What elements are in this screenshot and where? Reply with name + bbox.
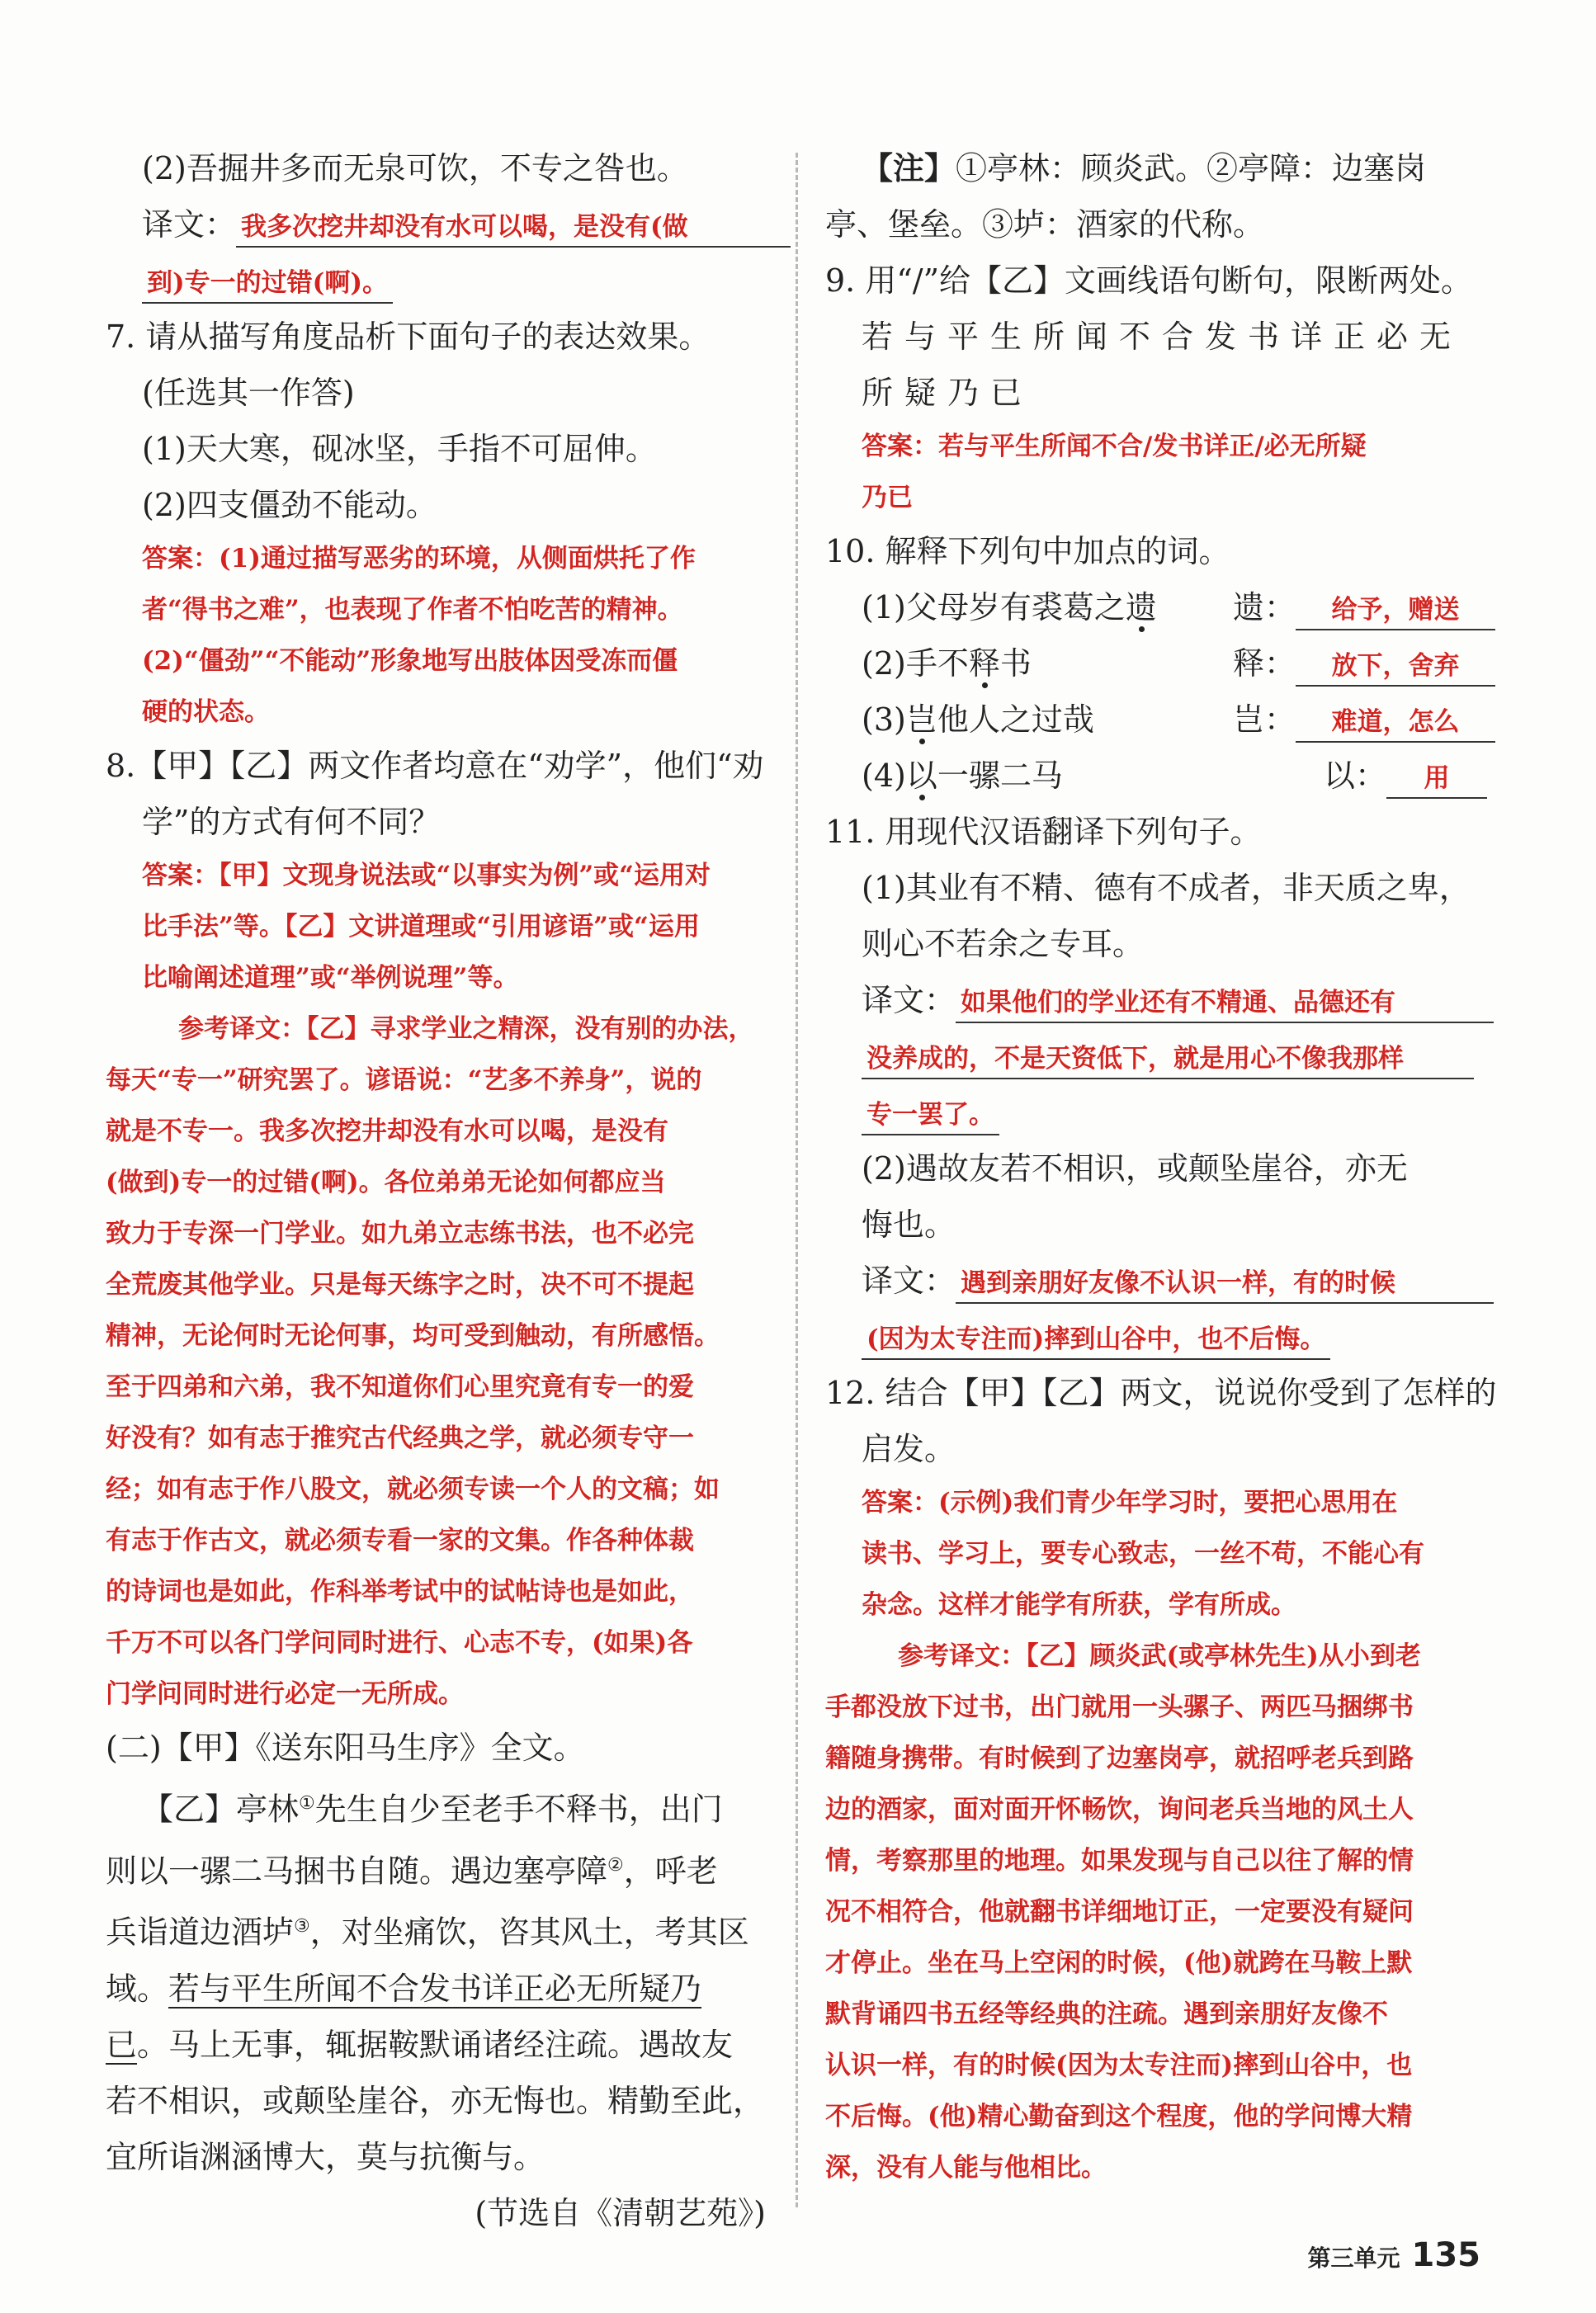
q10-word: 遗： bbox=[1233, 589, 1296, 625]
answer-label: 答案： bbox=[862, 432, 938, 461]
q6-translation bbox=[106, 196, 766, 253]
reference-label: 参考译文： bbox=[178, 1014, 306, 1044]
q12-title-1: 12. 结合【甲】【乙】两文，说说你受到了怎样的 bbox=[825, 1375, 1497, 1411]
q12-reference-line-4: 情，考察那里的地理。如果发现与自己以往了解的情 bbox=[825, 1846, 1414, 1876]
q10-item-2 bbox=[825, 635, 1494, 692]
q11-answer-2-2: (因为太专注而)摔到山谷中，也不后悔。 bbox=[862, 1320, 1330, 1360]
translation-label: 译文： bbox=[862, 982, 956, 1018]
answer-label: 答案： bbox=[142, 861, 219, 890]
answer-label: 答案： bbox=[862, 1488, 938, 1518]
column-divider bbox=[796, 153, 798, 2207]
q10-item-3 bbox=[825, 692, 1494, 748]
passage-yi-line-7: 宜所诣渊涵博大，莫与抗衡与。 bbox=[106, 2138, 545, 2175]
q12-reference-line-2: 籍随身携带。有时候到了边塞岗亭，就招呼老兵到路 bbox=[825, 1744, 1414, 1773]
dotted-word: 岂 bbox=[905, 701, 937, 738]
q11-translation-2-line-2 bbox=[825, 1309, 1494, 1365]
q10-sentence bbox=[862, 579, 1233, 635]
q7-title: 7. 请从描写角度品析下面句子的表达效果。 bbox=[106, 319, 711, 355]
q10-title: 10. 解释下列句中加点的词。 bbox=[825, 533, 1230, 569]
q12-answer-line-2: 读书、学习上，要专心致志，一丝不苟，不能心有 bbox=[862, 1539, 1424, 1569]
footnote-mark-1: ① bbox=[299, 1793, 315, 1814]
q12-reference-text-0: 【乙】顾炎武(或亭林先生)从小到老 bbox=[1026, 1641, 1421, 1671]
q8-reference-line-8: 好没有？如有志于推究古代经典之学，就必须专守一 bbox=[106, 1423, 694, 1453]
q8-reference-line-4: 致力于专深一门学业。如九弟立志练书法，也不必完 bbox=[106, 1219, 694, 1249]
passage-text: ，呼老 bbox=[623, 1853, 718, 1890]
page-number: 135 bbox=[1411, 2236, 1480, 2274]
translation-label: 译文： bbox=[142, 206, 237, 243]
q8-reference-line-10: 有志于作古文，就必须专看一家的文集。作各种体裁 bbox=[106, 1526, 694, 1555]
q10-answer: 放下，舍弃 bbox=[1296, 647, 1495, 687]
q12-reference-line-6: 才停止。坐在马上空闲的时候，(他)就跨在马鞍上默 bbox=[825, 1948, 1413, 1978]
q8-reference-line-1: 每天“专一”研究罢了。谚语说：“艺多不养身”，说的 bbox=[106, 1065, 702, 1095]
q7-answer-line-3: (2)“僵劲”“不能动”形象地写出肢体因受冻而僵 bbox=[142, 646, 678, 676]
q11-sentence-1b: 则心不若余之专耳。 bbox=[862, 926, 1145, 962]
q12-reference-line-0 bbox=[825, 1631, 1494, 1682]
q12-reference-line-10: 深，没有人能与他相比。 bbox=[825, 2153, 1107, 2183]
q11-answer-1-1: 如果他们的学业还有不精通、品德还有 bbox=[956, 984, 1494, 1023]
q12-reference-line-1: 手都没放下过书，出门就用一头骡子、两匹马捆绑书 bbox=[825, 1692, 1414, 1722]
q7-answer-line-1 bbox=[106, 533, 766, 584]
passage-text: ，对坐痛饮，咨其风土，考其区 bbox=[309, 1914, 749, 1951]
reference-label: 参考译文： bbox=[898, 1641, 1026, 1671]
footnote-mark-3: ③ bbox=[294, 1916, 310, 1938]
q8-reference-line-11: 的诗词也是如此，作科举考试中的试帖诗也是如此， bbox=[106, 1577, 694, 1607]
q11-translation-1-line-2 bbox=[825, 1028, 1494, 1084]
note-line-1 bbox=[825, 140, 1494, 196]
sentence-part: (1)父母岁有裘葛之 bbox=[862, 589, 1126, 625]
passage-yi-line-4 bbox=[106, 1961, 766, 2017]
dotted-word: 以 bbox=[905, 758, 937, 794]
q10-word: 释： bbox=[1233, 645, 1296, 682]
q11-translation-2-line-1 bbox=[825, 1253, 1494, 1309]
dotted-word: 遗 bbox=[1125, 589, 1157, 625]
q8-answer-line-3: 比喻阐述道理”或“举例说理”等。 bbox=[142, 963, 519, 993]
note-text-1: ①亭林：顾炎武。②亭障：边塞岗 bbox=[956, 150, 1427, 186]
q11-sentence-2b: 悔也。 bbox=[862, 1206, 956, 1243]
q8-reference-line-12: 千万不可以各门学问同时进行、心志不专，(如果)各 bbox=[106, 1628, 693, 1658]
q7-item-1: (1)天大寒，砚冰坚，手指不可屈伸。 bbox=[142, 431, 657, 467]
q8-reference-line-9: 经；如有志于作八股文，就必须专读一个人的文稿；如 bbox=[106, 1475, 720, 1504]
q10-sentence bbox=[862, 635, 1233, 692]
q12-reference-line-8: 认识一样，有的时候(因为太专注而)摔到山谷中，也 bbox=[825, 2051, 1413, 2080]
sentence-part: (4) bbox=[862, 758, 906, 794]
q7-answer-line-4: 硬的状态。 bbox=[142, 697, 270, 727]
passage-text: 【乙】亭林 bbox=[142, 1791, 300, 1828]
passage-source: (节选自《清朝艺苑》) bbox=[475, 2194, 766, 2231]
q12-answer-line-1 bbox=[825, 1477, 1494, 1528]
q9-answer-line-1 bbox=[825, 421, 1494, 472]
q7-note: (任选其一作答) bbox=[142, 375, 355, 411]
sentence-part: 他人之过哉 bbox=[937, 701, 1094, 738]
q8-answer-line-1 bbox=[106, 850, 766, 901]
section-2-heading: (二)【甲】《送东阳马生序》全文。 bbox=[106, 1730, 585, 1766]
passage-yi-line-5 bbox=[106, 2017, 766, 2073]
q7-item-2: (2)四支僵劲不能动。 bbox=[142, 487, 437, 523]
q10-word: 岂： bbox=[1233, 701, 1296, 738]
q8-answer-text-1: 【甲】文现身说法或“以事实为例”或“运用对 bbox=[219, 861, 711, 890]
q10-answer: 难道，怎么 bbox=[1296, 703, 1495, 743]
note-label: 【注】 bbox=[862, 149, 956, 186]
sentence-part: 一骡二马 bbox=[937, 758, 1063, 794]
q8-reference-line-0 bbox=[106, 1003, 766, 1055]
q8-reference-line-7: 至于四弟和六弟，我不知道你们心里究竟有专一的爱 bbox=[106, 1372, 694, 1402]
q11-answer-2-1: 遇到亲朋好友像不认识一样，有的时候 bbox=[956, 1264, 1494, 1304]
q10-word: 以： bbox=[1324, 758, 1387, 794]
q9-text-1: 若与平生所闻不合发书详正必无 bbox=[862, 319, 1463, 355]
q11-sentence-2a: (2)遇故友若不相识，或颠坠崖谷，亦无 bbox=[862, 1150, 1408, 1187]
dotted-word: 释 bbox=[968, 645, 1000, 682]
note-line-2: 亭、堡垒。③垆：酒家的代称。 bbox=[825, 206, 1265, 243]
q6-translation-cont bbox=[106, 253, 766, 309]
answer-label: 答案： bbox=[142, 544, 219, 574]
q12-reference-line-5: 况不相符合，他就翻书详细地订正，一定要没有疑问 bbox=[825, 1897, 1414, 1927]
translation-label: 译文： bbox=[862, 1263, 956, 1299]
q7-answer-line-2: 者“得书之难”，也表现了作者不怕吃苦的精神。 bbox=[142, 595, 683, 625]
passage-yi-line-6: 若不相识，或颠坠崖谷，亦无悔也。精勤至此， bbox=[106, 2082, 765, 2119]
q12-reference-line-3: 边的酒家，面对面开怀畅饮，询问老兵当地的风土人 bbox=[825, 1795, 1414, 1824]
q10-item-1 bbox=[825, 579, 1494, 635]
underlined-sentence: 若与平生所闻不合发书详正必无所疑乃 bbox=[168, 1970, 702, 2007]
footnote-mark-2: ② bbox=[607, 1854, 624, 1876]
passage-yi-line-3 bbox=[106, 1899, 766, 1961]
passage-text: 先生自少至老手不释书，出门 bbox=[314, 1791, 723, 1828]
q7-answer-text-1: (1)通过描写恶劣的环境，从侧面烘托了作 bbox=[219, 544, 696, 574]
q12-title-2: 启发。 bbox=[862, 1431, 956, 1467]
q6-sentence-2: (2)吾掘井多而无泉可饮，不专之咎也。 bbox=[142, 150, 688, 186]
sentence-part: 书 bbox=[999, 645, 1032, 682]
passage-yi-line-2 bbox=[106, 1838, 766, 1900]
passage-text: 兵诣道边酒垆 bbox=[106, 1914, 295, 1951]
unit-label: 第三单元 bbox=[1307, 2245, 1400, 2272]
q8-reference-line-6: 精神，无论何时无论何事，均可受到触动，有所感悟。 bbox=[106, 1321, 720, 1351]
q12-answer-line-3: 杂念。这样才能学有所获，学有所成。 bbox=[862, 1590, 1296, 1620]
q12-reference-line-9: 不后悔。(他)精心勤奋到这个程度，他的学问博大精 bbox=[825, 2102, 1413, 2131]
underlined-sentence-end: 已 bbox=[106, 2026, 138, 2063]
q8-reference-line-3: (做到)专一的过错(啊)。各位弟弟无论如何都应当 bbox=[106, 1168, 666, 1197]
q10-sentence bbox=[862, 692, 1233, 748]
passage-yi-line-1 bbox=[106, 1776, 766, 1838]
q11-answer-1-2: 没养成的，不是天资低下，就是用心不像我那样 bbox=[862, 1040, 1474, 1079]
passage-text: 则以一骡二马捆书自随。遇边塞亭障 bbox=[106, 1853, 608, 1890]
q6-translation-answer-1: 我多次挖井却没有水可以喝，是没有(做 bbox=[236, 208, 791, 248]
passage-text: 。马上无事，辄据鞍默诵诸经注疏。遇故友 bbox=[137, 2026, 734, 2063]
left-column bbox=[106, 140, 766, 2241]
q9-text-2: 所疑乃已 bbox=[862, 375, 1034, 411]
q6-translation-answer-2: 到)专一的过错(啊)。 bbox=[142, 264, 393, 304]
q11-translation-1-line-3 bbox=[825, 1084, 1494, 1140]
q8-answer-line-2: 比手法”等。【乙】文讲道理或“引用谚语”或“运用 bbox=[142, 912, 700, 942]
q11-translation-1-line-1 bbox=[825, 972, 1494, 1028]
page-footer bbox=[1307, 2236, 1480, 2274]
q11-sentence-1a: (1)其业有不精、德有不成者，非天质之卑， bbox=[862, 870, 1471, 906]
sentence-part: (3) bbox=[862, 701, 906, 738]
q10-answer: 用 bbox=[1386, 759, 1487, 799]
right-column bbox=[825, 140, 1497, 2193]
sentence-part: (2)手不 bbox=[862, 645, 969, 682]
q9-title: 9. 用“/”给【乙】文画线语句断句，限断两处。 bbox=[825, 262, 1472, 299]
q8-reference-text-0: 【乙】寻求学业之精深，没有别的办法， bbox=[306, 1014, 754, 1044]
q11-title: 11. 用现代汉语翻译下列句子。 bbox=[825, 814, 1262, 850]
q12-answer-text-1: (示例)我们青少年学习时，要把心思用在 bbox=[938, 1488, 1398, 1518]
q8-reference-line-13: 门学问同时进行必定一无所成。 bbox=[106, 1679, 464, 1709]
q11-answer-1-3: 专一罢了。 bbox=[862, 1096, 999, 1135]
q8-title-2: 学”的方式有何不同？ bbox=[142, 804, 441, 840]
q8-reference-line-2: 就是不专一。我多次挖井却没有水可以喝，是没有 bbox=[106, 1116, 668, 1146]
q8-title-1: 8.【甲】【乙】两文作者均意在“劝学”，他们“劝 bbox=[106, 748, 764, 784]
q12-reference-line-7: 默背诵四书五经等经典的注疏。遇到亲朋好友像不 bbox=[825, 1999, 1388, 2029]
q9-answer-text-1: 若与平生所闻不合/发书详正/必无所疑 bbox=[938, 432, 1367, 461]
q10-item-4 bbox=[825, 748, 1494, 804]
q10-sentence bbox=[862, 748, 1324, 804]
q8-reference-line-5: 全荒废其他学业。只是每天练字之时，决不可不提起 bbox=[106, 1270, 694, 1300]
q10-answer: 给予，赠送 bbox=[1296, 591, 1495, 630]
q9-answer-line-2: 乃已 bbox=[862, 483, 913, 512]
passage-text: 域。 bbox=[106, 1970, 169, 2007]
